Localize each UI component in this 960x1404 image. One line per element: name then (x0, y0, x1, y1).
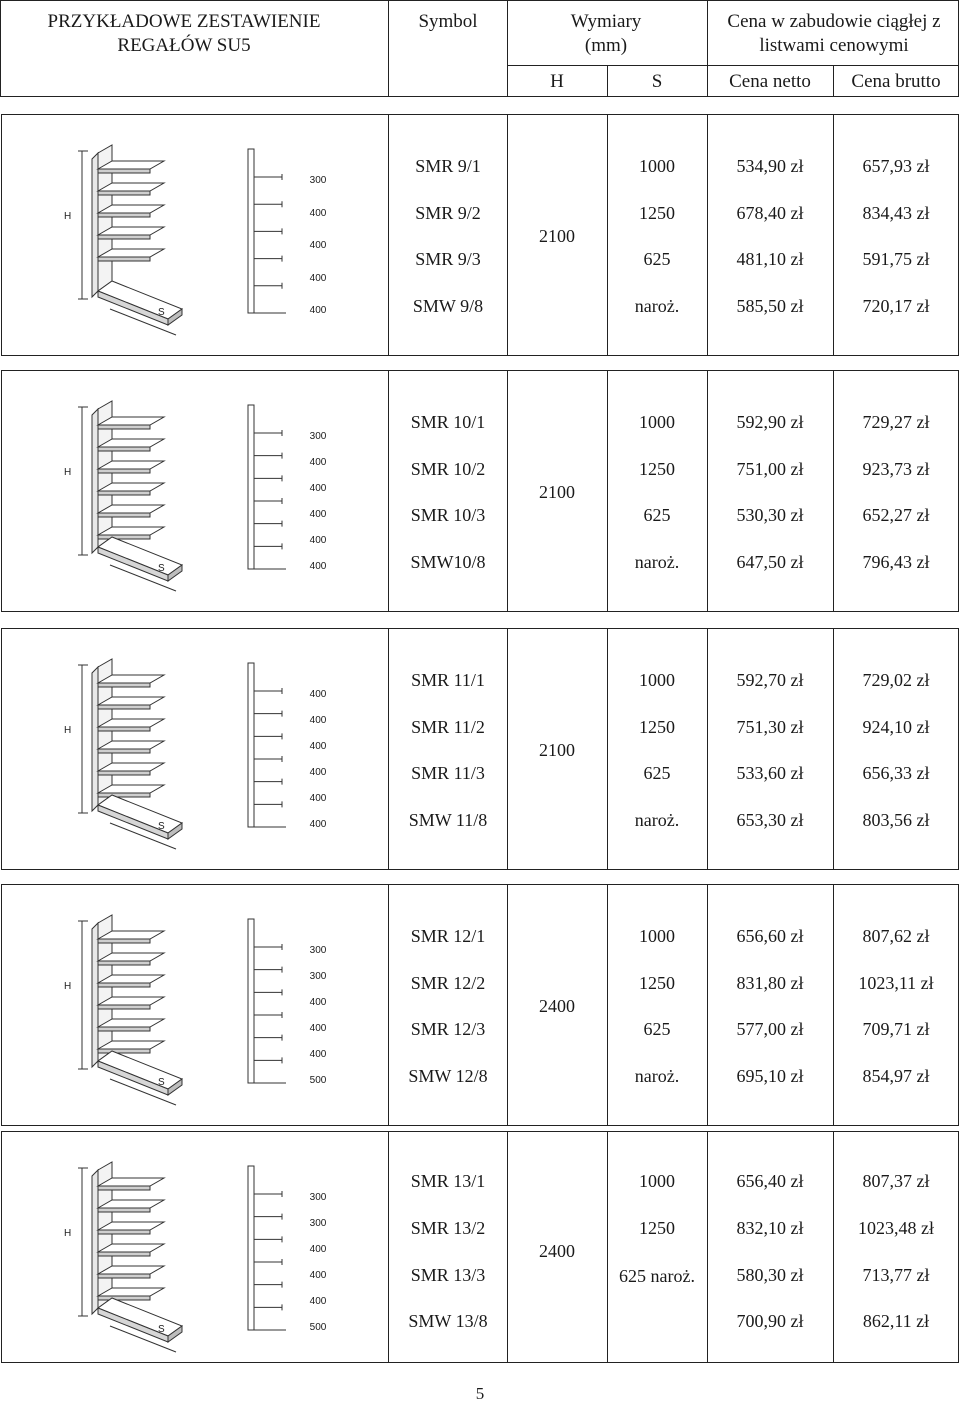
width-cell: 1250 (639, 203, 675, 223)
shelf-3d-diagram (58, 1156, 188, 1356)
gross-price-cell: 720,17 zł (862, 296, 930, 316)
height-value: 2400 (539, 996, 575, 1016)
shelf-spacing-label: 400 (309, 272, 327, 284)
shelf-side-profile (246, 147, 296, 317)
diagram-s-label: S (158, 307, 165, 318)
symbol-cell: SMR 11/1 (411, 670, 485, 690)
header-dims (541, 10, 671, 58)
net-price-cell: 832,10 zł (736, 1218, 804, 1238)
shelf-side-profile (246, 1164, 296, 1334)
net-price-cell: 585,50 zł (736, 296, 804, 316)
header-s: S (651, 71, 663, 92)
gross-price-cell: 807,37 zł (862, 1171, 930, 1191)
symbol-cell: SMR 12/2 (410, 973, 486, 993)
symbol-cell: SMR 9/1 (415, 156, 481, 176)
gross-price-cell: 709,71 zł (862, 1019, 930, 1039)
shelf-spacing-label: 400 (309, 1049, 327, 1060)
net-price-cell: 592,90 zł (736, 412, 804, 432)
symbol-cell: SMW10/8 (410, 552, 486, 572)
symbol-cell: SMW 13/8 (408, 1311, 488, 1331)
header-dims-text: Wymiary (mm) (570, 11, 642, 56)
gross-price-cell: 713,77 zł (862, 1265, 930, 1285)
shelf-3d-diagram (58, 395, 188, 595)
symbol-cell: SMW 12/8 (408, 1066, 488, 1086)
net-price-cell: 700,90 zł (736, 1311, 804, 1331)
width-cell: 625 (643, 1019, 671, 1039)
shelf-spacing-label: 400 (309, 535, 327, 546)
width-cell: 1000 (639, 156, 675, 176)
diagram-s-label: S (158, 1077, 165, 1088)
gross-price-cell: 1023,11 zł (858, 973, 934, 993)
header-symbol: Symbol (418, 11, 478, 32)
gross-price-cell: 796,43 zł (862, 552, 930, 572)
symbol-cell: SMR 11/3 (411, 763, 485, 783)
shelf-spacing-label: 400 (309, 509, 327, 520)
gross-price-cell: 656,33 zł (862, 763, 930, 783)
shelf-spacing-label: 300 (309, 945, 327, 956)
net-price-cell: 577,00 zł (736, 1019, 804, 1039)
gross-price-cell: 729,02 zł (862, 670, 930, 690)
width-cell: 1000 (639, 412, 675, 432)
diagram-s-label: S (158, 1324, 165, 1335)
diagram-s-label: S (158, 821, 165, 832)
shelf-spacing-label: 400 (309, 1244, 327, 1255)
width-cell: naroż. (634, 552, 680, 572)
width-cell: 625 (643, 249, 671, 269)
shelf-spacing-label: 500 (309, 1075, 327, 1086)
width-cell: 1000 (639, 1171, 675, 1191)
width-cell: naroż. (634, 810, 680, 830)
height-value: 2100 (539, 482, 575, 502)
shelf-spacing-label: 400 (309, 1023, 327, 1034)
product-block (1, 114, 959, 356)
shelf-spacing-label: 400 (309, 457, 327, 468)
symbol-cell: SMR 13/1 (410, 1171, 486, 1191)
product-block (1, 370, 959, 612)
product-block (1, 884, 959, 1126)
width-cell: 1250 (639, 717, 675, 737)
header-title (9, 10, 359, 58)
shelf-side-profile (246, 661, 296, 831)
shelf-spacing-label: 400 (309, 819, 327, 830)
shelf-spacing-label: 300 (309, 1218, 327, 1229)
shelf-spacing-label: 400 (309, 997, 327, 1008)
shelf-3d-diagram (58, 909, 188, 1109)
gross-price-cell: 729,27 zł (862, 412, 930, 432)
shelf-spacing-label: 300 (309, 431, 327, 442)
net-price-cell: 695,10 zł (736, 1066, 804, 1086)
net-price-cell: 751,00 zł (736, 459, 804, 479)
symbol-cell: SMR 10/2 (410, 459, 486, 479)
shelf-spacing-label: 400 (309, 207, 327, 219)
diagram-h-label: H (64, 981, 72, 992)
net-price-cell: 656,60 zł (736, 926, 804, 946)
net-price-cell: 647,50 zł (736, 552, 804, 572)
header-price-group (709, 10, 959, 58)
shelf-spacing-label: 300 (309, 971, 327, 982)
shelf-side-profile (246, 917, 296, 1087)
shelf-spacing-label: 400 (309, 305, 327, 316)
net-price-cell: 831,80 zł (736, 973, 804, 993)
shelf-spacing-label: 300 (309, 1192, 327, 1203)
gross-price-cell: 924,10 zł (862, 717, 930, 737)
table-header (0, 0, 959, 97)
net-price-cell: 530,30 zł (736, 505, 804, 525)
net-price-cell: 580,30 zł (736, 1265, 804, 1285)
height-value: 2400 (539, 1241, 575, 1261)
width-cell: naroż. (634, 1066, 680, 1086)
gross-price-cell: 803,56 zł (862, 810, 930, 830)
net-price-cell: 481,10 zł (736, 249, 804, 269)
symbol-cell: SMW 9/8 (412, 296, 484, 316)
diagram-h-label: H (64, 1228, 72, 1239)
symbol-cell: SMR 10/1 (410, 412, 486, 432)
width-cell: 1250 (639, 1218, 675, 1238)
width-cell: 625 naroż. (619, 1266, 695, 1286)
width-cell: 1250 (639, 973, 675, 993)
shelf-spacing-label: 400 (309, 715, 327, 726)
height-value: 2100 (539, 226, 575, 246)
diagram-h-label: H (64, 725, 72, 736)
gross-price-cell: 923,73 zł (862, 459, 930, 479)
gross-price-cell: 1023,48 zł (858, 1218, 934, 1238)
gross-price-cell: 652,27 zł (862, 505, 930, 525)
gross-price-cell: 862,11 zł (862, 1311, 930, 1331)
shelf-side-profile (246, 403, 296, 573)
shelf-spacing-label: 400 (309, 561, 327, 572)
net-price-cell: 653,30 zł (736, 810, 804, 830)
symbol-cell: SMR 11/2 (411, 717, 485, 737)
shelf-spacing-label: 400 (309, 240, 327, 251)
diagram-h-label: H (64, 211, 72, 222)
shelf-spacing-label: 400 (309, 689, 327, 700)
width-cell: 1000 (639, 926, 675, 946)
net-price-cell: 592,70 zł (736, 670, 804, 690)
gross-price-cell: 807,62 zł (862, 926, 930, 946)
symbol-cell: SMR 9/3 (415, 249, 481, 269)
shelf-spacing-label: 400 (309, 741, 327, 752)
net-price-cell: 533,60 zł (736, 763, 804, 783)
shelf-spacing-label: 400 (309, 767, 327, 778)
width-cell: naroż. (634, 296, 680, 316)
product-block (1, 1131, 959, 1363)
header-price-group-text: Cena w zabudowie ciągłej z listwami cenowymi (727, 11, 941, 56)
shelf-spacing-label: 500 (309, 1322, 327, 1333)
gross-price-cell: 657,93 zł (862, 156, 930, 176)
diagram-h-label: H (64, 467, 72, 478)
symbol-cell: SMR 10/3 (410, 505, 486, 525)
net-price-cell: 751,30 zł (736, 717, 804, 737)
product-block (1, 628, 959, 870)
shelf-spacing-label: 400 (309, 1270, 327, 1281)
shelf-spacing-label: 400 (309, 483, 327, 494)
symbol-cell: SMR 9/2 (415, 203, 481, 223)
gross-price-cell: 854,97 zł (862, 1066, 930, 1086)
shelf-spacing-label: 400 (309, 1296, 327, 1307)
net-price-cell: 534,90 zł (736, 156, 804, 176)
width-cell: 1000 (639, 670, 675, 690)
height-value: 2100 (539, 740, 575, 760)
symbol-cell: SMR 13/2 (410, 1218, 486, 1238)
symbol-cell: SMW 11/8 (408, 810, 488, 830)
shelf-3d-diagram (58, 653, 188, 853)
header-h: H (550, 71, 564, 92)
width-cell: 625 (643, 505, 671, 525)
symbol-cell: SMR 12/1 (410, 926, 486, 946)
diagram-s-label: S (158, 563, 165, 574)
symbol-cell: SMR 12/3 (410, 1019, 486, 1039)
gross-price-cell: 591,75 zł (862, 249, 930, 269)
net-price-cell: 678,40 zł (736, 203, 804, 223)
header-gross: Cena brutto (851, 71, 941, 92)
gross-price-cell: 834,43 zł (862, 203, 930, 223)
shelf-spacing-label: 400 (309, 793, 327, 804)
net-price-cell: 656,40 zł (736, 1171, 804, 1191)
header-title-text: PRZYKŁADOWE ZESTAWIENIE REGAŁÓW SU5 (47, 11, 321, 56)
width-cell: 1250 (639, 459, 675, 479)
page-number: 5 (475, 1384, 485, 1403)
symbol-cell: SMR 13/3 (410, 1265, 486, 1285)
shelf-3d-diagram (58, 139, 188, 339)
header-net: Cena netto (729, 71, 811, 92)
width-cell: 625 (643, 763, 671, 783)
shelf-spacing-label: 300 (309, 175, 327, 186)
